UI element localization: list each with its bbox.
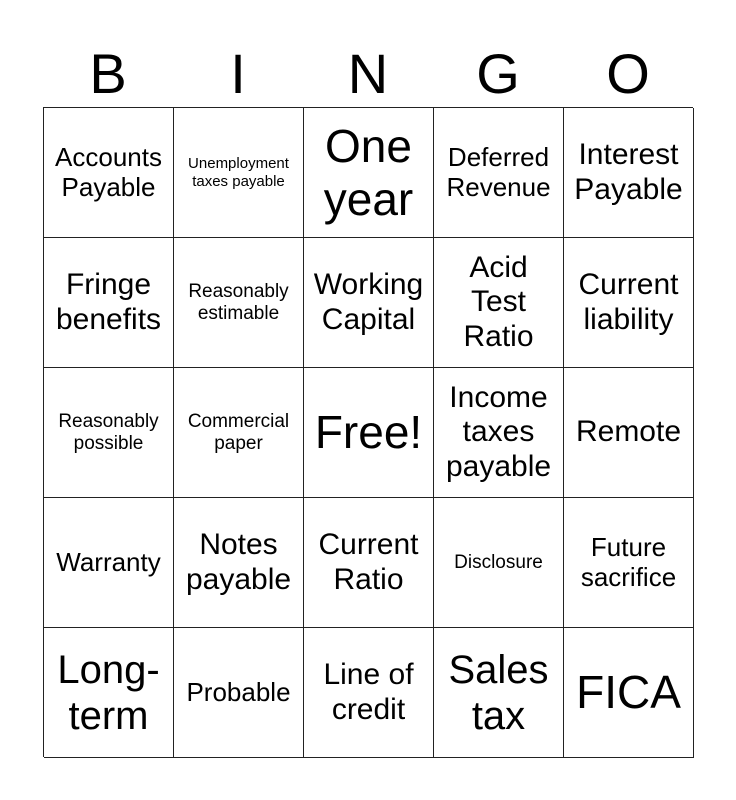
bingo-cell-label: Interest Payable [574,138,683,206]
bingo-cell-label: Current liability [578,268,679,336]
bingo-cell[interactable] [304,498,434,628]
bingo-cell[interactable] [564,368,694,498]
bingo-cell-label: Reasonably estimable [188,280,289,324]
bingo-cell[interactable] [434,628,564,758]
bingo-cell[interactable] [434,238,564,368]
bingo-cell[interactable] [44,238,174,368]
bingo-cell-label: Acid Test Ratio [463,250,534,353]
bingo-cell-label: Remote [575,415,682,449]
bingo-cell-label: Accounts Payable [55,141,162,202]
header-letter-i: I [230,42,246,105]
bingo-cell[interactable] [434,368,564,498]
bingo-cell[interactable] [174,628,304,758]
bingo-cell-label: Long-term [57,647,160,738]
header-letter-b: B [89,42,127,105]
bingo-cell-label: Warranty [56,546,161,577]
bingo-cell[interactable] [564,238,694,368]
bingo-cell[interactable] [564,108,694,238]
bingo-cell[interactable] [174,368,304,498]
bingo-cell-label: Probable [186,676,291,707]
bingo-cell[interactable] [434,108,564,238]
bingo-cell-label: Free! [314,406,423,459]
bingo-cell[interactable] [44,498,174,628]
header-letter-n: N [347,42,389,105]
bingo-cell[interactable] [44,368,174,498]
bingo-cell-label: Current Ratio [318,528,419,596]
bingo-cell-label: One year [323,119,414,225]
bingo-cell-label: Commercial paper [187,410,290,454]
bingo-cell-label: Notes payable [185,528,292,596]
bingo-cell-label: Line of credit [323,658,414,726]
bingo-header [43,40,693,108]
bingo-cell[interactable] [174,108,304,238]
header-letter-o: O [606,42,650,105]
bingo-cell[interactable] [174,238,304,368]
bingo-cell[interactable] [174,498,304,628]
bingo-cell[interactable] [434,498,564,628]
bingo-cell[interactable] [304,628,434,758]
bingo-board [43,107,693,757]
bingo-cell[interactable] [564,498,694,628]
bingo-cell-label: Working Capital [313,268,424,336]
bingo-cell-label: Deferred Revenue [446,141,551,202]
bingo-cell[interactable] [304,108,434,238]
header-letter-g: G [476,42,520,105]
bingo-cell-label: FICA [576,666,681,719]
bingo-cell-label: Income taxes payable [445,380,552,483]
bingo-cell[interactable] [304,238,434,368]
bingo-cell-label: Disclosure [454,551,543,573]
bingo-cell[interactable] [564,628,694,758]
bingo-cell-label: Fringe benefits [55,268,162,336]
bingo-cell[interactable] [44,628,174,758]
bingo-cell-label: Future sacrifice [580,531,677,592]
bingo-cell-label: Unemployment taxes payable [188,155,289,190]
bingo-cell[interactable] [304,368,434,498]
bingo-cell[interactable] [44,108,174,238]
bingo-cell-label: Sales tax [448,647,549,738]
bingo-cell-label: Reasonably possible [58,410,159,454]
